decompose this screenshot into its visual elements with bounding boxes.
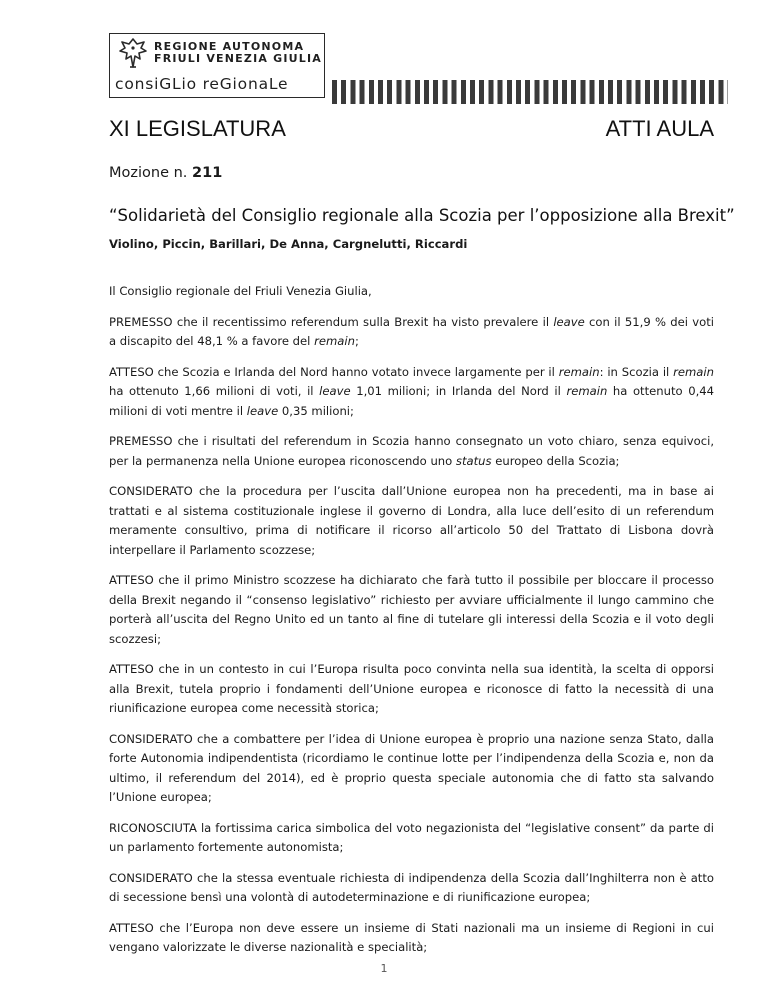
paragraph-3 [109, 432, 714, 471]
paragraph-7: CONSIDERATO che a combattere per l’idea di Unione europea è proprio una nazione senza Stato, dalla forte Autonomia indipendentista (ricordiamo le continue lotte per l’indipendenza della Scozia e, non da ultimo, il referendum del 2014), ed è proprio questa speciale autonomia che di fatto sta salvando l’Unione europea; [109, 731, 714, 804]
signers: Violino, Piccin, Barillari, De Anna, Cargnelutti, Riccardi [109, 237, 468, 251]
motion-title: “Solidarietà del Consiglio regionale alla Scozia per l’opposizione alla Brexit” [109, 206, 735, 225]
p2-text-i: ha ottenuto 0,44 milioni di voti mentre il [109, 384, 715, 418]
p2-text-j: leave [246, 403, 279, 418]
paragraph-10: ATTESO che l’Europa non deve essere un insieme di Stati nazionali ma un insieme di Regioni in cui vengano valorizzate le diverse nazionalità e specialità; [109, 920, 714, 954]
eagle-icon [118, 37, 148, 73]
region-line-1: REGIONE AUTONOMA [154, 40, 305, 53]
document-body [109, 282, 714, 969]
page-number: 1 [380, 962, 388, 975]
p3-text-c: europeo della Scozia; [491, 453, 620, 468]
paragraph-4: CONSIDERATO che la procedura per l’uscita dall’Unione europea non ha precedenti, ma in base ai trattati e al sistema costituzionale inglese il governo di Londra, alla luce dell’esito di un referendum meramente consultivo, prima di notificare il ricorso all’articolo 50 del Trattato di Lisbona dovrà interpellare il Parlamento scozzese; [109, 484, 714, 557]
p3-text-a: PREMESSO che i risultati del referendum in Scozia hanno consegnato un voto chiaro, senza equivoci, per la permanenza nella Unione europea riconoscendo uno [109, 434, 714, 468]
paragraph-5: ATTESO che il primo Ministro scozzese ha dichiarato che farà tutto il possibile per bloccare il processo della Brexit negando il “consenso legislativo” richiesto per avviare ufficialmente il lungo cammino che porterà all’uscita del Regno Unito ed un tanto al fine di tutelare gli interessi della Scozia e il voto degli scozzesi; [109, 573, 714, 646]
paragraph-1 [109, 313, 714, 352]
p2-text-k: 0,35 milioni; [278, 403, 354, 418]
p2-text-h: remain [566, 384, 608, 398]
paragraph-9: CONSIDERATO che la stessa eventuale richiesta di indipendenza della Scozia dall’Inghilterra non è atto di secessione bensì una volontà di autodeterminazione e di riunificazione europea; [109, 870, 714, 904]
p1-text-d: remain [314, 334, 355, 348]
region-name [154, 41, 322, 65]
p3-text-b: status [455, 453, 492, 468]
p1-text-e: ; [354, 334, 359, 348]
p2-text-g: 1,01 milioni; in Irlanda del Nord il [350, 384, 567, 398]
p2-text-c: : in Scozia il [599, 364, 674, 379]
p2-text-e: ha ottenuto 1,66 milioni di voti, il [109, 384, 320, 398]
p2-text-a: ATTESO che Scozia e Irlanda del Nord hanno votato invece largamente per il [109, 364, 559, 379]
section-label: ATTI AULA [605, 116, 714, 141]
paragraph-6: ATTESO che in un contesto in cui l’Europa risulta poco convinta nella sua identità, la scelta di opporsi alla Brexit, tutela proprio i fondamenti dell’Unione europea e riconosce di fatto la necessità di una riunificazione europea come necessità storica; [109, 662, 714, 715]
intro-paragraph: Il Consiglio regionale del Friuli Venezia Giulia, [109, 284, 372, 298]
motion-label: Mozione n. [109, 165, 188, 181]
council-name: consiGLio reGionaLe [115, 75, 289, 93]
legislature-label: XI LEGISLATURA [109, 116, 286, 141]
p2-text-f: leave [319, 384, 351, 398]
barcode-stripe [332, 80, 728, 104]
p2-text-d: remain [673, 364, 714, 379]
p2-text-b: remain [558, 364, 600, 379]
p1-text-b: leave [553, 314, 585, 329]
paragraph-8: RICONOSCIUTA la fortissima carica simbolica del voto negazionista del “legislative consent” da parte di un parlamento fortemente autonomista; [109, 820, 714, 854]
motion-number-value: 211 [192, 165, 223, 181]
region-line-2: FRIULI VENEZIA GIULIA [154, 52, 322, 65]
p1-text-a: PREMESSO che il recentissimo referendum sulla Brexit ha visto prevalere il [109, 314, 554, 329]
motion-number [109, 165, 222, 181]
paragraph-2 [109, 363, 714, 422]
p1-text-c: con il 51,9 % dei voti a discapito del 48,1 % a favore del [109, 314, 714, 348]
